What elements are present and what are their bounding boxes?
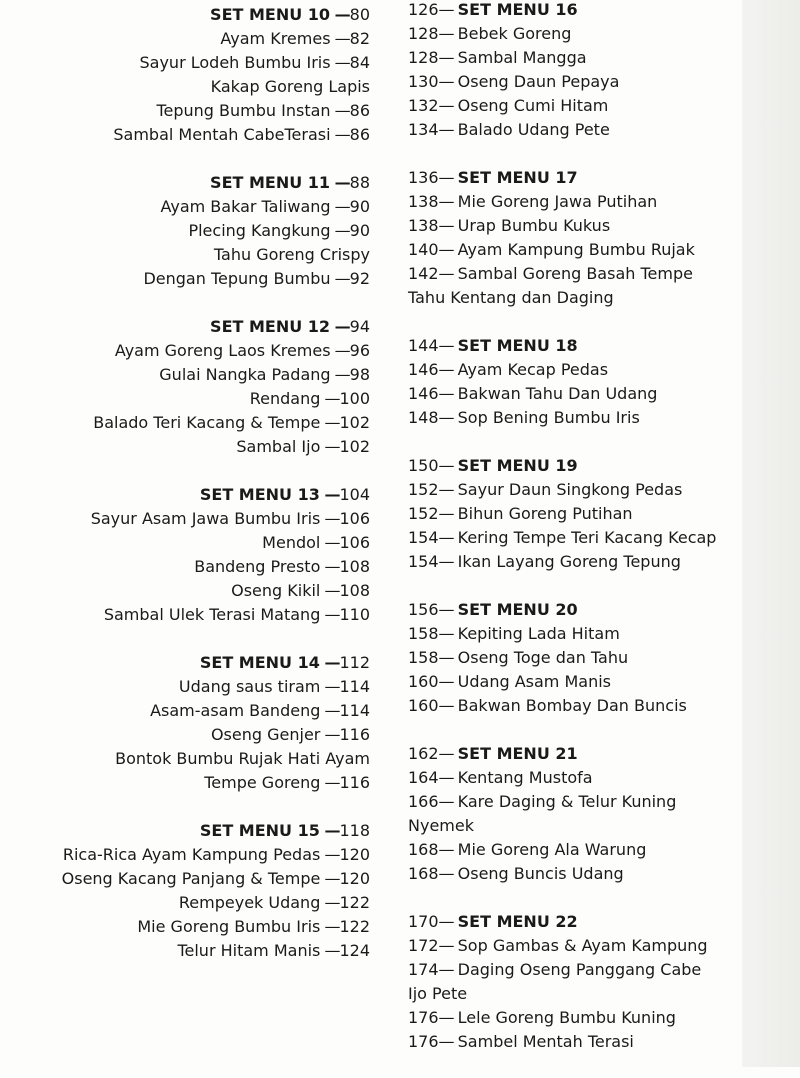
entry-title-continuation: Ijo Pete bbox=[408, 984, 468, 1003]
toc-section bbox=[0, 483, 370, 627]
dash-separator: — bbox=[330, 317, 350, 336]
dash-separator: — bbox=[320, 845, 340, 864]
toc-entry bbox=[0, 699, 370, 723]
entry-title: Ayam Kecap Pedas bbox=[457, 360, 609, 379]
entry-page-number: 108 bbox=[339, 581, 370, 600]
entry-page-number: 90 bbox=[349, 197, 370, 216]
entry-title: Bontok Bumbu Rujak Hati Ayam bbox=[115, 749, 370, 768]
entry-page-number: 154 bbox=[408, 552, 439, 571]
dash-separator: — bbox=[438, 48, 458, 67]
entry-page-number: 142 bbox=[408, 264, 439, 283]
entry-page-number: 134 bbox=[408, 120, 439, 139]
entry-page-number: 152 bbox=[408, 480, 439, 499]
section-header bbox=[0, 651, 370, 675]
entry-title: Sayur Daun Singkong Pedas bbox=[457, 480, 683, 499]
entry-title: Bakwan Tahu Dan Udang bbox=[457, 384, 658, 403]
entry-page-number: 146 bbox=[408, 384, 439, 403]
toc-entry bbox=[408, 1030, 748, 1054]
dash-separator: — bbox=[320, 701, 340, 720]
toc-entry bbox=[0, 219, 370, 243]
dash-separator: — bbox=[320, 533, 340, 552]
entry-title: Bihun Goreng Putihan bbox=[457, 504, 633, 523]
section-title: SET MENU 15 bbox=[199, 821, 320, 840]
entry-title: Mendol bbox=[262, 533, 321, 552]
toc-entry bbox=[0, 531, 370, 555]
dash-separator: — bbox=[438, 264, 458, 283]
entry-title: Sop Bening Bumbu Iris bbox=[457, 408, 640, 427]
section-title: SET MENU 16 bbox=[457, 0, 578, 19]
entry-page-number: 102 bbox=[339, 413, 370, 432]
entry-page-number: 166 bbox=[408, 792, 439, 811]
entry-title: Oseng Kikil bbox=[231, 581, 321, 600]
dash-separator: — bbox=[438, 96, 458, 115]
dash-separator: — bbox=[320, 413, 340, 432]
dash-separator: — bbox=[330, 269, 350, 288]
entry-title: Sambel Mentah Terasi bbox=[457, 1032, 634, 1051]
entry-page-number: 140 bbox=[408, 240, 439, 259]
entry-page-number: 158 bbox=[408, 624, 439, 643]
toc-entry bbox=[0, 579, 370, 603]
toc-entry bbox=[408, 94, 748, 118]
dash-separator: — bbox=[438, 384, 458, 403]
toc-entry-continuation bbox=[408, 286, 748, 310]
dash-separator: — bbox=[438, 408, 458, 427]
section-title: SET MENU 14 bbox=[199, 653, 320, 672]
entry-title: Oseng Buncis Udang bbox=[457, 864, 624, 883]
entry-title: Sambal Goreng Basah Tempe bbox=[457, 264, 693, 283]
entry-page-number: 168 bbox=[408, 864, 439, 883]
toc-entry bbox=[408, 502, 748, 526]
entry-page-number: 86 bbox=[349, 101, 370, 120]
dash-separator: — bbox=[320, 605, 340, 624]
entry-page-number: 138 bbox=[408, 192, 439, 211]
entry-title: Asam-asam Bandeng bbox=[150, 701, 321, 720]
section-header bbox=[0, 819, 370, 843]
dash-separator: — bbox=[438, 168, 458, 187]
entry-title: Kering Tempe Teri Kacang Kecap bbox=[457, 528, 717, 547]
dash-separator: — bbox=[330, 53, 350, 72]
entry-page-number: 160 bbox=[408, 696, 439, 715]
toc-entry bbox=[408, 22, 748, 46]
dash-separator: — bbox=[438, 696, 458, 715]
toc-entry bbox=[408, 790, 748, 814]
dash-separator: — bbox=[438, 912, 458, 931]
toc-entry bbox=[0, 435, 370, 459]
entry-page-number: 82 bbox=[349, 29, 370, 48]
toc-entry bbox=[408, 190, 748, 214]
toc-section bbox=[0, 315, 370, 459]
entry-title: Oseng Genjer bbox=[210, 725, 321, 744]
entry-title: Bandeng Presto bbox=[194, 557, 321, 576]
section-title: SET MENU 10 bbox=[210, 5, 331, 24]
page-edge-shadow bbox=[742, 0, 800, 1067]
toc-entry bbox=[408, 526, 748, 550]
entry-title-continuation: Tahu Kentang dan Daging bbox=[408, 288, 614, 307]
toc-section bbox=[0, 819, 370, 963]
entry-title: Sambal Ulek Terasi Matang bbox=[103, 605, 321, 624]
toc-entry bbox=[0, 51, 370, 75]
entry-title: Lele Goreng Bumbu Kuning bbox=[457, 1008, 676, 1027]
dash-separator: — bbox=[330, 29, 350, 48]
toc-entry bbox=[0, 915, 370, 939]
entry-title: Balado Teri Kacang & Tempe bbox=[93, 413, 321, 432]
entry-page-number: 92 bbox=[349, 269, 370, 288]
entry-page-number: 106 bbox=[339, 533, 370, 552]
section-page-number: 150 bbox=[408, 456, 439, 475]
entry-page-number: 122 bbox=[339, 893, 370, 912]
section-header bbox=[408, 598, 748, 622]
section-page-number: 118 bbox=[339, 821, 370, 840]
toc-entry bbox=[408, 622, 748, 646]
section-header bbox=[0, 315, 370, 339]
section-header bbox=[408, 0, 748, 22]
dash-separator: — bbox=[438, 648, 458, 667]
dash-separator: — bbox=[438, 480, 458, 499]
entry-title: Ayam Goreng Laos Kremes bbox=[114, 341, 331, 360]
dash-separator: — bbox=[438, 744, 458, 763]
entry-page-number: 176 bbox=[408, 1008, 439, 1027]
toc-entry bbox=[0, 507, 370, 531]
entry-page-number: 102 bbox=[339, 437, 370, 456]
dash-separator: — bbox=[438, 240, 458, 259]
section-page-number: 156 bbox=[408, 600, 439, 619]
toc-section bbox=[408, 0, 748, 142]
entry-page-number: 96 bbox=[349, 341, 370, 360]
entry-title: Tempe Goreng bbox=[204, 773, 321, 792]
section-header bbox=[0, 483, 370, 507]
toc-entry bbox=[0, 27, 370, 51]
dash-separator: — bbox=[320, 581, 340, 600]
entry-page-number: 168 bbox=[408, 840, 439, 859]
entry-title: Rendang bbox=[249, 389, 321, 408]
dash-separator: — bbox=[438, 72, 458, 91]
entry-title: Ayam Bakar Taliwang bbox=[160, 197, 331, 216]
toc-entry bbox=[0, 99, 370, 123]
dash-separator: — bbox=[438, 24, 458, 43]
dash-separator: — bbox=[330, 221, 350, 240]
entry-page-number: 152 bbox=[408, 504, 439, 523]
toc-entry bbox=[408, 382, 748, 406]
entry-page-number: 98 bbox=[349, 365, 370, 384]
entry-page-number: 86 bbox=[349, 125, 370, 144]
entry-page-number: 114 bbox=[339, 701, 370, 720]
toc-entry bbox=[0, 939, 370, 963]
dash-separator: — bbox=[438, 840, 458, 859]
section-header bbox=[408, 166, 748, 190]
toc-entry bbox=[0, 75, 370, 99]
toc-entry bbox=[408, 670, 748, 694]
entry-page-number: 116 bbox=[339, 773, 370, 792]
dash-separator: — bbox=[438, 192, 458, 211]
entry-page-number: 122 bbox=[339, 917, 370, 936]
toc-entry bbox=[0, 411, 370, 435]
section-title: SET MENU 12 bbox=[210, 317, 331, 336]
dash-separator: — bbox=[438, 120, 458, 139]
entry-page-number: 128 bbox=[408, 24, 439, 43]
entry-title: Oseng Cumi Hitam bbox=[457, 96, 609, 115]
entry-page-number: 132 bbox=[408, 96, 439, 115]
entry-title: Ayam Kremes bbox=[220, 29, 331, 48]
toc-entry bbox=[0, 555, 370, 579]
toc-entry bbox=[0, 723, 370, 747]
entry-page-number: 128 bbox=[408, 48, 439, 67]
entry-page-number: 160 bbox=[408, 672, 439, 691]
section-page-number: 162 bbox=[408, 744, 439, 763]
entry-page-number: 120 bbox=[339, 869, 370, 888]
toc-section bbox=[408, 334, 748, 430]
toc-section bbox=[408, 742, 748, 886]
dash-separator: — bbox=[438, 456, 458, 475]
entry-title: Rempeyek Udang bbox=[178, 893, 321, 912]
toc-section bbox=[408, 910, 748, 1054]
toc-entry bbox=[408, 214, 748, 238]
section-title: SET MENU 17 bbox=[457, 168, 578, 187]
dash-separator: — bbox=[438, 624, 458, 643]
entry-page-number: 130 bbox=[408, 72, 439, 91]
entry-page-number: 174 bbox=[408, 960, 439, 979]
entry-page-number: 176 bbox=[408, 1032, 439, 1051]
entry-page-number: 158 bbox=[408, 648, 439, 667]
entry-title: Bebek Goreng bbox=[457, 24, 572, 43]
entry-title: Tepung Bumbu Instan bbox=[156, 101, 331, 120]
entry-title: Kentang Mustofa bbox=[457, 768, 593, 787]
entry-page-number: 100 bbox=[339, 389, 370, 408]
dash-separator: — bbox=[438, 960, 458, 979]
entry-title: Mie Goreng Bumbu Iris bbox=[137, 917, 321, 936]
dash-separator: — bbox=[438, 552, 458, 571]
toc-section bbox=[408, 454, 748, 574]
section-title: SET MENU 20 bbox=[457, 600, 578, 619]
entry-page-number: 110 bbox=[339, 605, 370, 624]
dash-separator: — bbox=[320, 869, 340, 888]
section-page-number: 170 bbox=[408, 912, 439, 931]
toc-entry bbox=[408, 550, 748, 574]
section-page-number: 94 bbox=[349, 317, 370, 336]
entry-page-number: 108 bbox=[339, 557, 370, 576]
toc-entry bbox=[0, 747, 370, 771]
entry-title: Ayam Kampung Bumbu Rujak bbox=[457, 240, 695, 259]
toc-entry bbox=[408, 238, 748, 262]
entry-title: Urap Bumbu Kukus bbox=[457, 216, 611, 235]
toc-entry-continuation bbox=[408, 814, 748, 838]
toc-section bbox=[408, 166, 748, 310]
section-title: SET MENU 13 bbox=[199, 485, 320, 504]
entry-page-number: 116 bbox=[339, 725, 370, 744]
toc-section bbox=[408, 598, 748, 718]
dash-separator: — bbox=[438, 504, 458, 523]
section-title: SET MENU 19 bbox=[457, 456, 578, 475]
section-page-number: 136 bbox=[408, 168, 439, 187]
dash-separator: — bbox=[438, 864, 458, 883]
dash-separator: — bbox=[319, 485, 340, 504]
toc-entry bbox=[408, 46, 748, 70]
section-page-number: 104 bbox=[339, 485, 370, 504]
section-title: SET MENU 21 bbox=[457, 744, 578, 763]
dash-separator: — bbox=[319, 821, 340, 840]
entry-title: Telur Hitam Manis bbox=[177, 941, 321, 960]
entry-title: Sayur Lodeh Bumbu Iris bbox=[139, 53, 331, 72]
entry-page-number: 84 bbox=[349, 53, 370, 72]
entry-title: Ikan Layang Goreng Tepung bbox=[457, 552, 681, 571]
entry-title: Mie Goreng Jawa Putihan bbox=[457, 192, 658, 211]
entry-title: Rica-Rica Ayam Kampung Pedas bbox=[62, 845, 321, 864]
dash-separator: — bbox=[330, 5, 350, 24]
toc-entry bbox=[408, 862, 748, 886]
entry-title: Mie Goreng Ala Warung bbox=[457, 840, 647, 859]
dash-separator: — bbox=[330, 365, 350, 384]
toc-entry bbox=[408, 958, 748, 982]
entry-title: Oseng Toge dan Tahu bbox=[457, 648, 629, 667]
toc-entry bbox=[0, 267, 370, 291]
dash-separator: — bbox=[438, 768, 458, 787]
toc-entry bbox=[408, 70, 748, 94]
toc-entry bbox=[0, 771, 370, 795]
entry-page-number: 154 bbox=[408, 528, 439, 547]
entry-title: Oseng Kacang Panjang & Tempe bbox=[61, 869, 321, 888]
toc-entry bbox=[408, 478, 748, 502]
section-header bbox=[0, 3, 370, 27]
dash-separator: — bbox=[438, 336, 458, 355]
section-page-number: 88 bbox=[349, 173, 370, 192]
dash-separator: — bbox=[438, 672, 458, 691]
toc-right-column bbox=[408, 0, 748, 1078]
toc-entry bbox=[408, 406, 748, 430]
entry-title: Plecing Kangkung bbox=[188, 221, 331, 240]
entry-page-number: 172 bbox=[408, 936, 439, 955]
section-header bbox=[408, 334, 748, 358]
entry-page-number: 164 bbox=[408, 768, 439, 787]
toc-entry bbox=[408, 838, 748, 862]
entry-page-number: 148 bbox=[408, 408, 439, 427]
entry-title: Sayur Asam Jawa Bumbu Iris bbox=[90, 509, 321, 528]
dash-separator: — bbox=[320, 557, 340, 576]
entry-title-continuation: Nyemek bbox=[408, 816, 474, 835]
dash-separator: — bbox=[330, 125, 350, 144]
dash-separator: — bbox=[320, 917, 340, 936]
dash-separator: — bbox=[438, 1008, 458, 1027]
dash-separator: — bbox=[438, 600, 458, 619]
toc-entry bbox=[408, 358, 748, 382]
toc-entry bbox=[0, 195, 370, 219]
toc-entry bbox=[0, 387, 370, 411]
dash-separator: — bbox=[438, 0, 458, 19]
entry-title: Daging Oseng Panggang Cabe bbox=[457, 960, 702, 979]
dash-separator: — bbox=[438, 216, 458, 235]
section-header bbox=[408, 742, 748, 766]
section-title: SET MENU 18 bbox=[457, 336, 578, 355]
toc-entry bbox=[0, 867, 370, 891]
section-page-number: 144 bbox=[408, 336, 439, 355]
section-header bbox=[408, 910, 748, 934]
dash-separator: — bbox=[330, 101, 350, 120]
dash-separator: — bbox=[320, 677, 340, 696]
section-title: SET MENU 22 bbox=[457, 912, 578, 931]
entry-page-number: 146 bbox=[408, 360, 439, 379]
section-page-number: 80 bbox=[349, 5, 370, 24]
section-header bbox=[408, 454, 748, 478]
entry-title: Dengan Tepung Bumbu bbox=[143, 269, 331, 288]
dash-separator: — bbox=[320, 437, 340, 456]
dash-separator: — bbox=[438, 792, 458, 811]
entry-title: Balado Udang Pete bbox=[457, 120, 610, 139]
toc-entry bbox=[408, 694, 748, 718]
section-title: SET MENU 11 bbox=[210, 173, 331, 192]
entry-title: Kakap Goreng Lapis bbox=[210, 77, 370, 96]
dash-separator: — bbox=[319, 653, 340, 672]
entry-page-number: 124 bbox=[339, 941, 370, 960]
dash-separator: — bbox=[330, 341, 350, 360]
dash-separator: — bbox=[438, 528, 458, 547]
toc-entry bbox=[0, 123, 370, 147]
entry-page-number: 90 bbox=[349, 221, 370, 240]
dash-separator: — bbox=[438, 360, 458, 379]
section-header bbox=[0, 171, 370, 195]
entry-page-number: 114 bbox=[339, 677, 370, 696]
entry-page-number: 106 bbox=[339, 509, 370, 528]
toc-entry bbox=[0, 339, 370, 363]
toc-entry bbox=[408, 934, 748, 958]
entry-title: Udang Asam Manis bbox=[457, 672, 611, 691]
toc-entry bbox=[0, 843, 370, 867]
dash-separator: — bbox=[320, 509, 340, 528]
dash-separator: — bbox=[320, 893, 340, 912]
dash-separator: — bbox=[320, 725, 340, 744]
entry-title: Sop Gambas & Ayam Kampung bbox=[457, 936, 708, 955]
entry-title: Sambal Mentah CabeTerasi bbox=[113, 125, 331, 144]
entry-title: Sambal Mangga bbox=[457, 48, 587, 67]
dash-separator: — bbox=[438, 1032, 458, 1051]
section-page-number: 112 bbox=[339, 653, 370, 672]
dash-separator: — bbox=[320, 389, 340, 408]
toc-entry bbox=[408, 262, 748, 286]
entry-title: Sambal Ijo bbox=[236, 437, 321, 456]
entry-title: Udang saus tiram bbox=[178, 677, 321, 696]
entry-title: Kare Daging & Telur Kuning bbox=[457, 792, 677, 811]
entry-page-number: 138 bbox=[408, 216, 439, 235]
dash-separator: — bbox=[330, 173, 350, 192]
toc-entry bbox=[0, 363, 370, 387]
toc-entry bbox=[408, 766, 748, 790]
toc-entry bbox=[0, 603, 370, 627]
dash-separator: — bbox=[320, 941, 340, 960]
section-page-number: 126 bbox=[408, 0, 439, 19]
toc-section bbox=[0, 651, 370, 795]
dash-separator: — bbox=[320, 773, 340, 792]
toc-entry bbox=[408, 1006, 748, 1030]
dash-separator: — bbox=[438, 936, 458, 955]
entry-title: Bakwan Bombay Dan Buncis bbox=[457, 696, 687, 715]
entry-page-number: 120 bbox=[339, 845, 370, 864]
toc-section bbox=[0, 171, 370, 291]
entry-title: Tahu Goreng Crispy bbox=[213, 245, 370, 264]
toc-left-column bbox=[0, 0, 370, 987]
toc-entry bbox=[0, 675, 370, 699]
toc-entry bbox=[0, 891, 370, 915]
toc-entry bbox=[408, 646, 748, 670]
dash-separator: — bbox=[330, 197, 350, 216]
toc-entry-continuation bbox=[408, 982, 748, 1006]
toc-entry bbox=[0, 243, 370, 267]
entry-title: Kepiting Lada Hitam bbox=[457, 624, 620, 643]
entry-title: Oseng Daun Pepaya bbox=[457, 72, 620, 91]
toc-entry bbox=[408, 118, 748, 142]
toc-section bbox=[0, 3, 370, 147]
entry-title: Gulai Nangka Padang bbox=[159, 365, 331, 384]
